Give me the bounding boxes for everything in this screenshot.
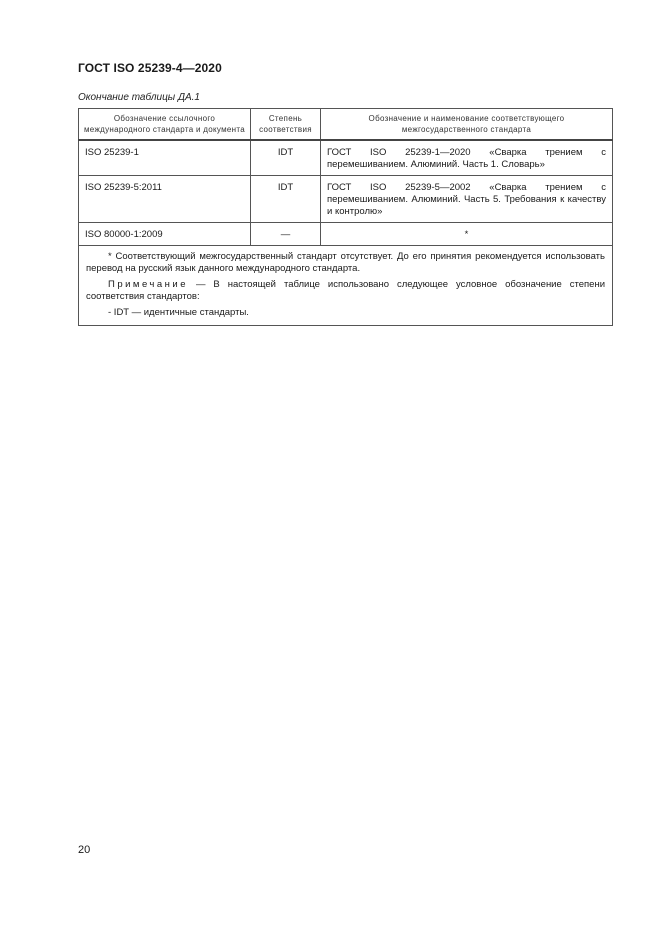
table-row — [79, 223, 613, 246]
column-header-reference: Обозначение ссылочного международного стандарта и документа — [79, 109, 251, 141]
table-notes-row — [79, 246, 613, 326]
cell-standard: ГОСТ ISO 25239-5—2002 «Сварка трением с перемешиванием. Алюминий. Часть 5. Требования к качеству и контролю» — [321, 176, 613, 223]
legend-item: - IDT — идентичные стандарты. — [108, 307, 249, 318]
page-number: 20 — [78, 844, 91, 856]
cell-reference: ISO 80000-1:2009 — [79, 223, 251, 246]
note-label: Примечание — [108, 279, 188, 290]
table-row — [79, 176, 613, 223]
table-row — [79, 140, 613, 176]
table-notes-cell — [79, 246, 613, 326]
table-caption: Окончание таблицы ДА.1 — [78, 92, 200, 103]
note — [86, 279, 605, 303]
cell-standard: * — [321, 223, 613, 246]
table-header-row — [79, 109, 613, 141]
column-header-standard: Обозначение и наименование соответствующего межгосударственного стандарта — [321, 109, 613, 141]
document-header: ГОСТ ISO 25239-4—2020 — [78, 61, 222, 75]
cell-reference: ISO 25239-5:2011 — [79, 176, 251, 223]
cell-degree: IDT — [251, 176, 321, 223]
cell-reference: ISO 25239-1 — [79, 140, 251, 176]
reference-table — [78, 108, 613, 326]
cell-standard: ГОСТ ISO 25239-1—2020 «Сварка трением с перемешиванием. Алюминий. Часть 1. Словарь» — [321, 140, 613, 176]
cell-degree: — — [251, 223, 321, 246]
cell-degree: IDT — [251, 140, 321, 176]
note-text: — В настоящей таблице использовано следующее условное обозначение степени соответствия стандартов: — [86, 279, 605, 302]
footnote: * Соответствующий межгосударственный стандарт отсутствует. До его принятия рекомендуется использовать перевод на русский язык данного международного стандарта. — [86, 251, 605, 274]
column-header-degree: Степень соответствия — [251, 109, 321, 141]
